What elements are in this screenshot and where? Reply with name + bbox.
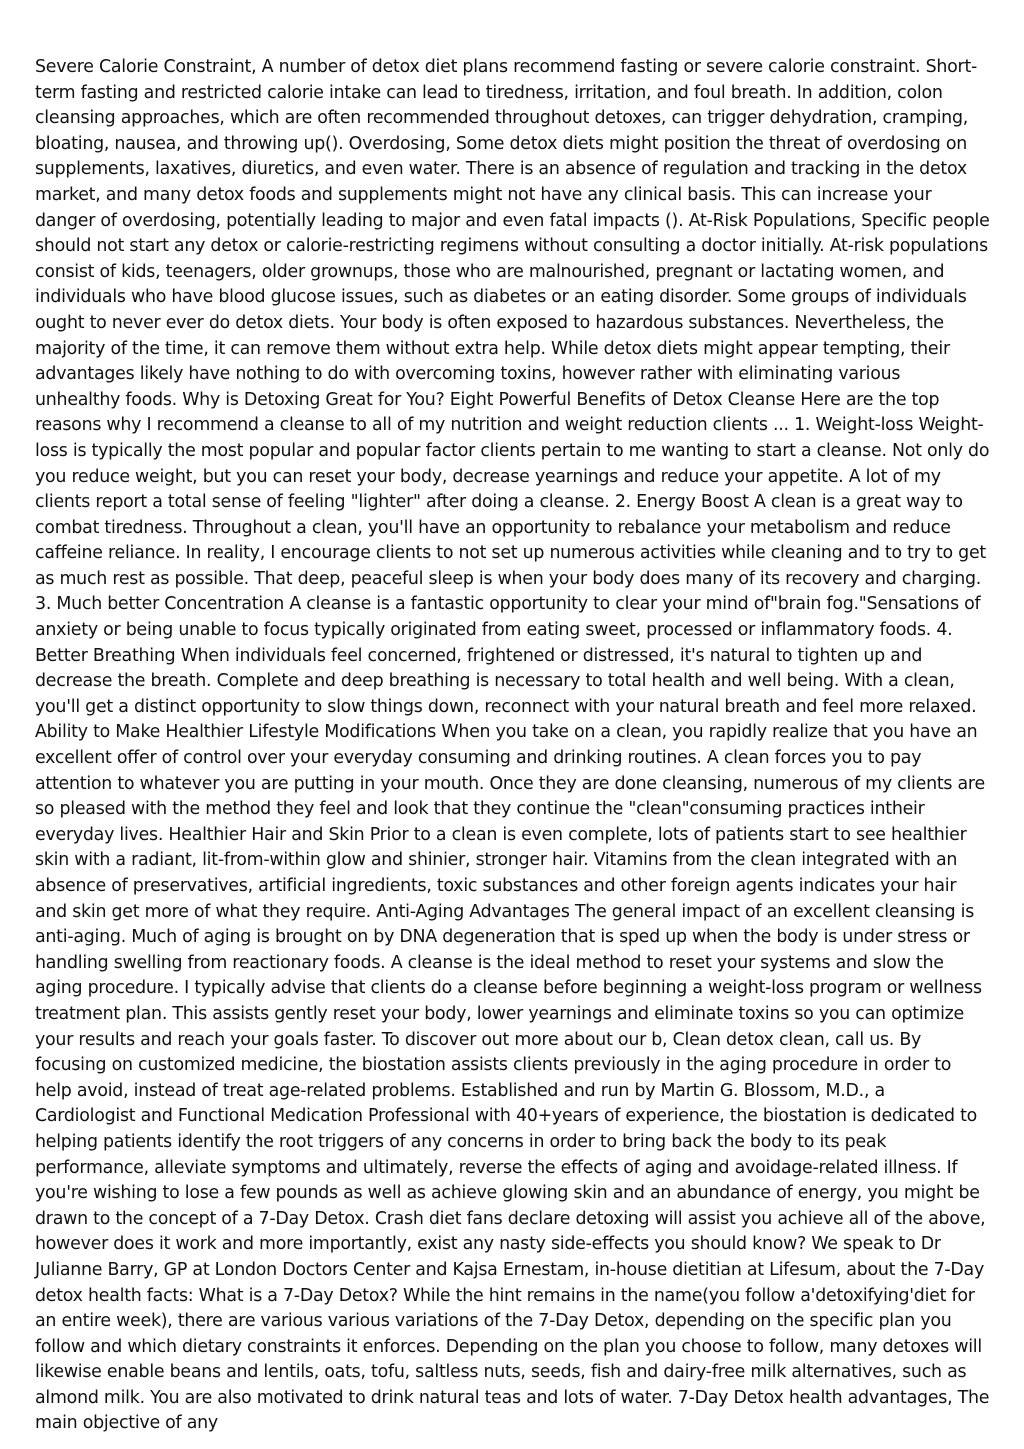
document-page: [35, 55, 990, 1437]
body-paragraph: Severe Calorie Constraint, A number of detox diet plans recommend fasting or severe calorie constraint. Short-term fasting and restricted calorie intake can lead to tiredness, irritation, and foul breath. In addition, colon cleansing approaches, which are often recommended throughout detoxes, can trigger dehydration, cramping, bloating, nausea, and throwing up(). Overdosing, Some detox diets might position the threat of overdosing on supplements, laxatives, diuretics, and even water. There is an absence of regulation and tracking in the detox market, and many detox foods and supplements might not have any clinical basis. This can increase your danger of overdosing, potentially leading to major and even fatal impacts (). At-Risk Populations, Specific people should not start any detox or calorie-restricting regimens without consulting a doctor initially. At-risk populations consist of kids, teenagers, older grownups, those who are malnourished, pregnant or lactating women, and individuals who have blood glucose issues, such as diabetes or an eating disorder. Some groups of individuals ought to never ever do detox diets. Your body is often exposed to hazardous substances. Nevertheless, the majority of the time, it can remove them without extra help. While detox diets might appear tempting, their advantages likely have nothing to do with overcoming toxins, however rather with eliminating various unhealthy foods. Why is Detoxing Great for You? Eight Powerful Benefits of Detox Cleanse Here are the top reasons why I recommend a cleanse to all of my nutrition and weight reduction clients ... 1. Weight-loss Weight-loss is typically the most popular and popular factor clients pertain to me wanting to start a cleanse. Not only do you reduce weight, but you can reset your body, decrease yearnings and reduce your appetite. A lot of my clients report a total sense of feeling "lighter" after doing a cleanse. 2. Energy Boost A clean is a great way to combat tiredness. Throughout a clean, you'll have an opportunity to rebalance your metabolism and reduce caffeine reliance. In reality, I encourage clients to not set up numerous activities while cleaning and to try to get as much rest as possible. That deep, peaceful sleep is when your body does many of its recovery and charging. 3. Much better Concentration A cleanse is a fantastic opportunity to clear your mind of"brain fog."Sensations of anxiety or being unable to focus typically originated from eating sweet, processed or inflammatory foods. 4. Better Breathing When individuals feel concerned, frightened or distressed, it's natural to tighten up and decrease the breath. Complete and deep breathing is necessary to total health and well being. With a clean, you'll get a distinct opportunity to slow things down, reconnect with your natural breath and feel more relaxed. Ability to Make Healthier Lifestyle Modifications When you take on a clean, you rapidly realize that you have an excellent offer of control over your everyday consuming and drinking routines. A clean forces you to pay attention to whatever you are putting in your mouth. Once they are done cleansing, numerous of my clients are so pleased with the method they feel and look that they continue the "clean"consuming practices intheir everyday lives. Healthier Hair and Skin Prior to a clean is even complete, lots of patients start to see healthier skin with a radiant, lit-from-within glow and shinier, stronger hair. Vitamins from the clean integrated with an absence of preservatives, artificial ingredients, toxic substances and other foreign agents indicates your hair and skin get more of what they require. Anti-Aging Advantages The general impact of an excellent cleansing is anti-aging. Much of aging is brought on by DNA degeneration that is sped up when the body is under stress or handling swelling from reactionary foods. A cleanse is the ideal method to reset your systems and slow the aging procedure. I typically advise that clients do a cleanse before beginning a weight-loss program or wellness treatment plan. This assists gently reset your body, lower yearnings and eliminate toxins so you can optimize your results and reach your goals faster. To discover out more about our b, Clean detox clean, call us. By focusing on customized medicine, the biostation assists clients previously in the aging procedure in order to help avoid, instead of treat age-related problems. Established and run by Martin G. Blossom, M.D., a Cardiologist and Functional Medication Professional with 40+years of experience, the biostation is dedicated to helping patients identify the root triggers of any concerns in order to bring back the body to its peak performance, alleviate symptoms and ultimately, reverse the effects of aging and avoidage-related illness. If you're wishing to lose a few pounds as well as achieve glowing skin and an abundance of energy, you might be drawn to the concept of a 7-Day Detox. Crash diet fans declare detoxing will assist you achieve all of the above, however does it work and more importantly, exist any nasty side-effects you should know? We speak to Dr Julianne Barry, GP at London Doctors Center and Kajsa Ernestam, in-house dietitian at Lifesum, about the 7-Day detox health facts: What is a 7-Day Detox? While the hint remains in the name(you follow a'detoxifying'diet for an entire week), there are various various variations of the 7-Day Detox, depending on the specific plan you follow and which dietary constraints it enforces. Depending on the plan you choose to follow, many detoxes will likewise enable beans and lentils, oats, tofu, saltless nuts, seeds, fish and dairy-free milk alternatives, such as almond milk. You are also motivated to drink natural teas and lots of water. 7-Day Detox health advantages, The main objective of any: [35, 57, 990, 1434]
